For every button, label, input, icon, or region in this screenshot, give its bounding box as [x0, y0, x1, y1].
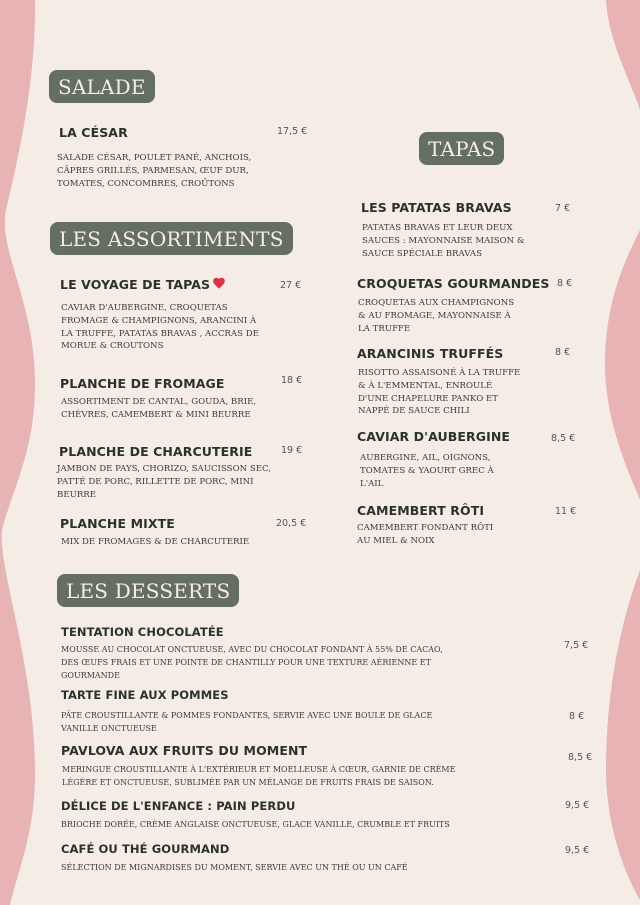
item-description: SALADE CÉSAR, POULET PANÉ, ANCHOIS, CÂPRES GRILLÉS, PARMESAN, ŒUF DUR, TOMATES, CONCOMBRES, CROÛTONS [57, 153, 252, 189]
item-price: 8 € [555, 347, 571, 358]
item-name: LE VOYAGE DE TAPAS [60, 277, 211, 292]
section-title-desserts: LES DESSERTS [57, 574, 239, 607]
item-price: 8,5 € [568, 752, 593, 763]
item-description: SÉLECTION DE MIGNARDISES DU MOMENT, SERVIE AVEC UN THÉ OU UN CAFÉ [61, 863, 408, 872]
item-description: CAVIAR D'AUBERGINE, CROQUETAS FROMAGE & CHAMPIGNONS, ARANCINI À LA TRUFFE, PATATAS BRAVAS , ACCRAS DE MORUE & CROUTONS [61, 303, 259, 352]
item-description: MIX DE FROMAGES & DE CHARCUTERIE [61, 537, 250, 547]
item-price: 20,5 € [276, 518, 307, 529]
item-price: 7 € [555, 203, 571, 214]
item-description: AUBERGINE, AIL, OIGNONS, TOMATES & YAOURT GREC À L'AIL [360, 453, 494, 489]
item-price: 17,5 € [277, 126, 308, 137]
item-name: LES PATATAS BRAVAS [361, 200, 512, 215]
item-name: CROQUETAS GOURMANDES [357, 276, 550, 291]
item-price: 19 € [281, 445, 303, 456]
item-price: 7,5 € [564, 640, 589, 651]
item-description: PÂTE CROUSTILLANTE & POMMES FONDANTES, SERVIE AVEC UNE BOULE DE GLACE VANILLE ONCTUEUSE [61, 711, 433, 733]
item-name: PAVLOVA AUX FRUITS DU MOMENT [61, 743, 308, 758]
item-name: PLANCHE DE FROMAGE [60, 376, 225, 391]
section-title-assortiments: LES ASSORTIMENTS [50, 222, 293, 255]
section-title-salade: SALADE [49, 70, 155, 103]
item-description: RISOTTO ASSAISONÉ À LA TRUFFE & À L'EMMENTAL, ENROULÉ D'UNE CHAPELURE PANKO ET NAPPÉ DE SAUCE CHILI [358, 368, 521, 417]
item-description: MOUSSE AU CHOCOLAT ONCTUEUSE, AVEC DU CHOCOLAT FONDANT À 55% DE CACAO, DES ŒUFS FRAIS ET UNE POINTE DE CHANTILLY POUR UNE TEXTURE AÉRIENNE ET GOURMANDE [61, 645, 443, 680]
item-description: BRIOCHE DORÉE, CRÈME ANGLAISE ONCTUEUSE, GLACE VANILLE, CRUMBLE ET FRUITS [61, 820, 450, 829]
item-name: LA CÉSAR [59, 125, 128, 140]
item-name: PLANCHE MIXTE [60, 516, 175, 531]
item-price: 8 € [569, 711, 585, 722]
item-name: CAVIAR D'AUBERGINE [357, 429, 511, 444]
item-description: CROQUETAS AUX CHAMPIGNONS & AU FROMAGE, MAYONNAISE À LA TRUFFE [358, 298, 515, 334]
item-name: CAMEMBERT RÔTI [357, 503, 485, 518]
item-name: TENTATION CHOCOLATÉE [61, 625, 224, 639]
item-name: ARANCINIS TRUFFÉS [357, 346, 504, 361]
heart-icon [212, 276, 226, 290]
item-name: PLANCHE DE CHARCUTERIE [59, 444, 253, 459]
section-title-tapas: TAPAS [419, 132, 504, 165]
item-name: TARTE FINE AUX POMMES [61, 688, 229, 702]
item-description: CAMEMBERT FONDANT RÔTI AU MIEL & NOIX [357, 523, 494, 546]
item-price: 18 € [281, 375, 303, 386]
item-name: CAFÉ OU THÉ GOURMAND [61, 842, 230, 856]
item-price: 9,5 € [565, 845, 590, 856]
item-price: 8,5 € [551, 433, 576, 444]
item-description: MERINGUE CROUSTILLANTE À L'EXTÉRIEUR ET MOELLEUSE À CŒUR, GARNIE DE CRÈME LÉGÈRE ET ONCTUEUSE, SUBLIMÉE PAR UN MÉLANGE DE FRUITS FRAIS DE SAISON. [62, 765, 456, 787]
item-price: 11 € [555, 506, 577, 517]
item-description: JAMBON DE PAYS, CHORIZO, SAUCISSON SEC, PATTÉ DE PORC, RILLETTE DE PORC, MINI BEURRE [57, 464, 272, 500]
item-name: DÉLICE DE L'ENFANCE : PAIN PERDU [61, 799, 296, 813]
item-price: 9,5 € [565, 800, 590, 811]
item-description: PATATAS BRAVAS ET LEUR DEUX SAUCES : MAYONNAISE MAISON & SAUCE SPÉCIALE BRAVAS [362, 223, 525, 259]
item-price: 27 € [280, 280, 302, 291]
item-price: 8 € [557, 278, 573, 289]
item-description: ASSORTIMENT DE CANTAL, GOUDA, BRIE, CHÈVRES, CAMEMBERT & MINI BEURRE [61, 397, 257, 420]
